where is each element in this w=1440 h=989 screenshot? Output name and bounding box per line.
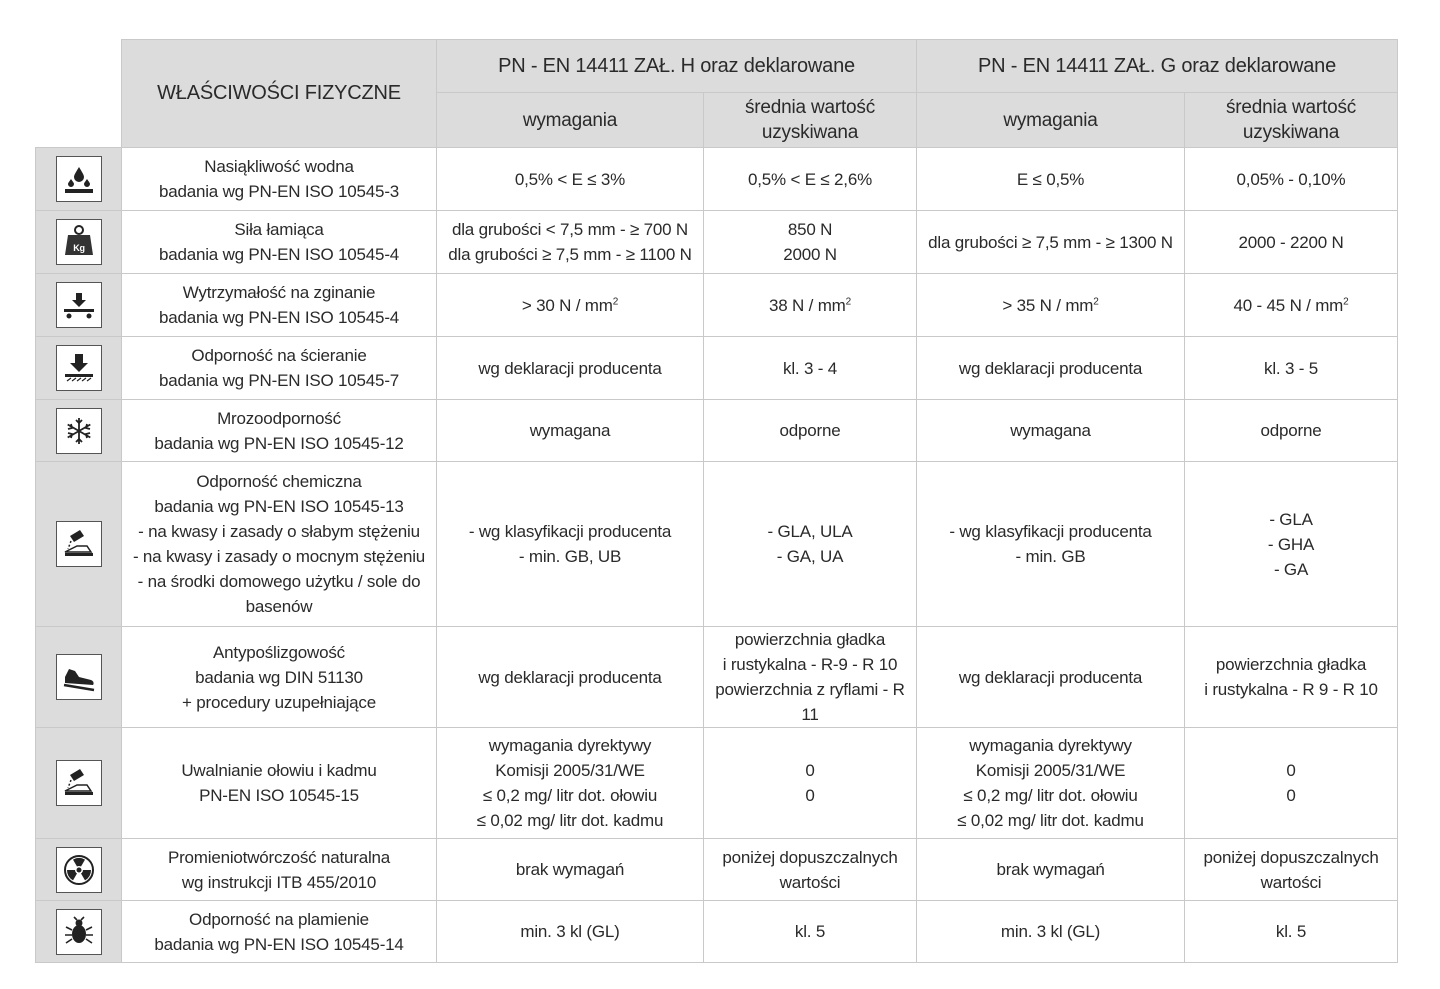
bending-test-icon — [56, 282, 102, 328]
property-cell — [122, 901, 437, 963]
h-average-header: średnia wartość uzyskiwana — [704, 93, 917, 148]
corner-blank — [36, 40, 122, 148]
cell-line: wartości — [1260, 872, 1322, 892]
g-average-cell — [1185, 462, 1398, 627]
kg-weight-icon — [56, 219, 102, 265]
cell-line: - wg klasyfikacji producenta — [949, 522, 1152, 541]
cell-line: Nasiąkliwość wodna — [204, 157, 354, 176]
table-row — [36, 839, 1398, 901]
h-requirements-cell — [437, 148, 704, 211]
cell-line: 40 - 45 N / $mm^2$ — [1233, 295, 1349, 315]
chemical-pour-icon — [56, 521, 102, 567]
g-average-cell — [1185, 274, 1398, 337]
cell-line: Antypoślizgowość — [213, 642, 345, 662]
cell-line: wg instrukcji ITB 455/2010 — [181, 872, 377, 892]
cell-line: Odporność na ścieranie — [191, 346, 367, 365]
cell-line: - min. GB, UB — [518, 547, 622, 566]
cell-line: poniżej dopuszczalnych — [1203, 847, 1379, 867]
cell-line: 0,5% < E ≤ 2,6% — [748, 169, 872, 189]
cell-line: - na kwasy i zasady o mocnym stężeniu — [132, 547, 426, 566]
cell-line: 850 N — [787, 220, 833, 239]
cell-line: wg deklaracji producenta — [958, 358, 1143, 378]
h-requirements-cell — [437, 274, 704, 337]
shoe-slip-icon — [56, 654, 102, 700]
cell-line: Uwalnianie ołowiu i kadmu — [181, 761, 377, 780]
cell-line: i rustykalna - R 9 - R 10 — [1204, 680, 1378, 699]
property-cell — [122, 400, 437, 462]
cell-line: dla grubości ≥ 7,5 mm - ≥ 1300 N — [928, 232, 1173, 252]
table-row — [36, 274, 1398, 337]
cell-line: 2000 - 2200 N — [1238, 232, 1344, 252]
g-requirements-cell — [917, 839, 1185, 901]
cell-line: ≤ 0,02 mg/ litr dot. kadmu — [476, 811, 664, 830]
icon-cell — [36, 148, 122, 211]
cell-line: odporne — [779, 421, 841, 440]
table-row — [36, 211, 1398, 274]
stain-bug-icon — [56, 909, 102, 955]
g-average-cell — [1185, 901, 1398, 963]
cell-line: Mrozoodporność — [217, 408, 341, 428]
h-requirements-cell — [437, 400, 704, 462]
table-row — [36, 462, 1398, 627]
cell-line: 0,5% < E ≤ 3% — [514, 169, 626, 189]
snowflake-icon — [56, 408, 102, 454]
table-row — [36, 627, 1398, 728]
cell-line: badania wg PN-EN ISO 10545-3 — [158, 182, 400, 201]
h-requirements-cell — [437, 728, 704, 839]
cell-line: Odporność chemiczna — [196, 472, 362, 491]
table-row — [36, 901, 1398, 963]
icon-cell — [36, 728, 122, 839]
cell-line: powierzchnia gładka — [734, 630, 886, 649]
property-cell — [122, 148, 437, 211]
g-requirements-header: wymagania — [917, 93, 1185, 148]
cell-line: > 35 N / $mm^2$ — [1002, 295, 1099, 315]
cell-line: wartości — [779, 872, 841, 892]
cell-line: wg deklaracji producenta — [478, 358, 662, 378]
cell-line: wg deklaracji producenta — [958, 667, 1143, 687]
icon-cell — [36, 400, 122, 462]
h-requirements-cell — [437, 627, 704, 728]
cell-line: min. 3 kl (GL) — [1000, 922, 1101, 941]
cell-line: 38 N / $mm^2$ — [769, 295, 851, 315]
cell-line: brak wymagań — [996, 860, 1105, 879]
unit-superscript: 2 — [612, 295, 619, 307]
h-requirements-header: wymagania — [437, 93, 704, 148]
property-cell — [122, 337, 437, 400]
cell-line: min. 3 kl (GL) — [520, 922, 620, 941]
g-average-cell — [1185, 148, 1398, 211]
g-requirements-cell — [917, 211, 1185, 274]
g-requirements-cell — [917, 148, 1185, 211]
property-cell — [122, 728, 437, 839]
cell-line: badania wg PN-EN ISO 10545-14 — [154, 934, 404, 954]
h-average-cell — [704, 274, 917, 337]
properties-table — [35, 39, 1398, 963]
h-average-cell — [704, 462, 917, 627]
cell-line: - GHA — [1267, 534, 1315, 554]
cell-line: wymagania dyrektywy — [969, 736, 1132, 755]
property-cell — [122, 839, 437, 901]
cell-line: - wg klasyfikacji producenta — [468, 522, 672, 541]
cell-line: - na środki domowego użytku / sole do — [137, 572, 421, 591]
h-average-cell — [704, 901, 917, 963]
icon-cell — [36, 337, 122, 400]
cell-line: Odporność na plamienie — [189, 909, 369, 929]
cell-line: brak wymagań — [515, 860, 625, 879]
g-average-cell — [1185, 211, 1398, 274]
cell-line: dla grubości ≥ 7,5 mm - ≥ 1100 N — [448, 245, 692, 264]
g-average-cell — [1185, 839, 1398, 901]
cell-line: + procedury uzupełniające — [182, 692, 376, 712]
unit-superscript: 2 — [845, 295, 851, 307]
icon-cell — [36, 211, 122, 274]
svg-text:Kg: Kg — [72, 243, 85, 253]
cell-line: wymagana — [1010, 421, 1091, 440]
water-drop-icon — [56, 156, 102, 202]
cell-line: ≤ 0,2 mg/ litr dot. ołowiu — [963, 786, 1138, 805]
cell-line: Komisji 2005/31/WE — [975, 761, 1126, 780]
properties-header: WŁAŚCIWOŚCI FIZYCZNE — [122, 40, 437, 148]
g-average-cell — [1185, 337, 1398, 400]
cell-line: powierzchnia z ryflami - R 11 — [715, 680, 905, 724]
cell-line: kl. 3 - 5 — [1264, 358, 1318, 378]
cell-line: ≤ 0,02 mg/ litr dot. kadmu — [957, 811, 1144, 830]
cell-line: basenów — [245, 597, 313, 616]
cell-line: Wytrzymałość na zginanie — [182, 283, 376, 302]
h-average-cell — [704, 627, 917, 728]
cell-line: powierzchnia gładka — [1215, 655, 1367, 674]
table-row — [36, 728, 1398, 839]
table-row — [36, 337, 1398, 400]
cell-line: badania wg PN-EN ISO 10545-4 — [158, 308, 400, 327]
cell-line: Komisji 2005/31/WE — [495, 761, 645, 780]
icon-cell — [36, 462, 122, 627]
cell-line: wg deklaracji producenta — [478, 667, 662, 687]
cell-line: - GA — [1273, 559, 1309, 579]
property-cell — [122, 462, 437, 627]
g-requirements-cell — [917, 337, 1185, 400]
cell-line: - GLA, ULA — [767, 522, 853, 541]
radiation-icon — [56, 847, 102, 893]
cell-line: - na kwasy i zasady o słabym stężeniu — [138, 522, 420, 541]
cell-line: poniżej dopuszczalnych — [722, 847, 898, 867]
cell-line: wymagana — [529, 421, 611, 440]
table-row — [36, 400, 1398, 462]
unit-superscript: 2 — [1093, 295, 1099, 307]
g-requirements-cell — [917, 274, 1185, 337]
cell-line: kl. 5 — [1275, 922, 1307, 941]
h-average-cell — [704, 839, 917, 901]
cell-line: 0 — [805, 786, 815, 805]
cell-line: - min. GB — [1015, 547, 1086, 566]
cell-line: kl. 3 - 4 — [783, 358, 837, 378]
cell-line: > 30 N / $mm^2$ — [521, 295, 619, 315]
cell-line: odporne — [1260, 421, 1322, 440]
g-average-cell — [1185, 400, 1398, 462]
lead-release-icon — [56, 760, 102, 806]
unit-superscript: 2 — [1343, 295, 1349, 307]
h-requirements-cell — [437, 211, 704, 274]
cell-line: wymagania dyrektywy — [488, 736, 652, 755]
h-requirements-cell — [437, 337, 704, 400]
cell-line: - GA, UA — [776, 547, 844, 566]
h-requirements-cell — [437, 901, 704, 963]
g-requirements-cell — [917, 901, 1185, 963]
h-average-cell — [704, 148, 917, 211]
icon-cell — [36, 839, 122, 901]
g-requirements-cell — [917, 627, 1185, 728]
cell-line: badania wg PN-EN ISO 10545-13 — [154, 497, 404, 516]
icon-cell — [36, 627, 122, 728]
property-cell — [122, 627, 437, 728]
cell-line: badania wg PN-EN ISO 10545-4 — [158, 245, 400, 264]
h-requirements-cell — [437, 839, 704, 901]
g-average-header: średnia wartość uzyskiwana — [1185, 93, 1398, 148]
cell-line: kl. 5 — [794, 922, 826, 941]
property-cell — [122, 274, 437, 337]
cell-line: 0 — [1286, 786, 1296, 805]
cell-line: - GLA — [1269, 509, 1313, 529]
group-g-header: PN - EN 14411 ZAŁ. G oraz deklarowane — [917, 40, 1398, 93]
h-average-cell — [704, 400, 917, 462]
cell-line: 0 — [805, 761, 815, 780]
icon-cell — [36, 901, 122, 963]
g-average-cell — [1185, 728, 1398, 839]
cell-line: Promieniotwórczość naturalna — [167, 847, 391, 867]
g-requirements-cell — [917, 400, 1185, 462]
group-h-header: PN - EN 14411 ZAŁ. H oraz deklarowane — [437, 40, 917, 93]
g-requirements-cell — [917, 728, 1185, 839]
cell-line: Siła łamiąca — [234, 220, 324, 239]
cell-line: i rustykalna - R-9 - R 10 — [722, 655, 898, 674]
h-average-cell — [704, 728, 917, 839]
h-average-cell — [704, 337, 917, 400]
g-average-cell — [1185, 627, 1398, 728]
h-average-cell — [704, 211, 917, 274]
cell-line: badania wg PN-EN ISO 10545-7 — [158, 371, 400, 390]
abrasion-icon — [56, 345, 102, 391]
h-requirements-cell — [437, 462, 704, 627]
icon-cell — [36, 274, 122, 337]
g-requirements-cell — [917, 462, 1185, 627]
cell-line: dla grubości < 7,5 mm - ≥ 700 N — [451, 220, 689, 239]
cell-line: 0 — [1286, 761, 1296, 780]
table-row — [36, 148, 1398, 211]
cell-line: PN-EN ISO 10545-15 — [199, 786, 359, 805]
cell-line: E ≤ 0,5% — [1016, 169, 1085, 189]
cell-line: 0,05% - 0,10% — [1236, 169, 1346, 189]
cell-line: 2000 N — [783, 245, 837, 264]
property-cell — [122, 211, 437, 274]
cell-line: ≤ 0,2 mg/ litr dot. ołowiu — [482, 786, 658, 805]
cell-line: badania wg DIN 51130 — [195, 667, 363, 687]
cell-line: badania wg PN-EN ISO 10545-12 — [154, 433, 404, 453]
